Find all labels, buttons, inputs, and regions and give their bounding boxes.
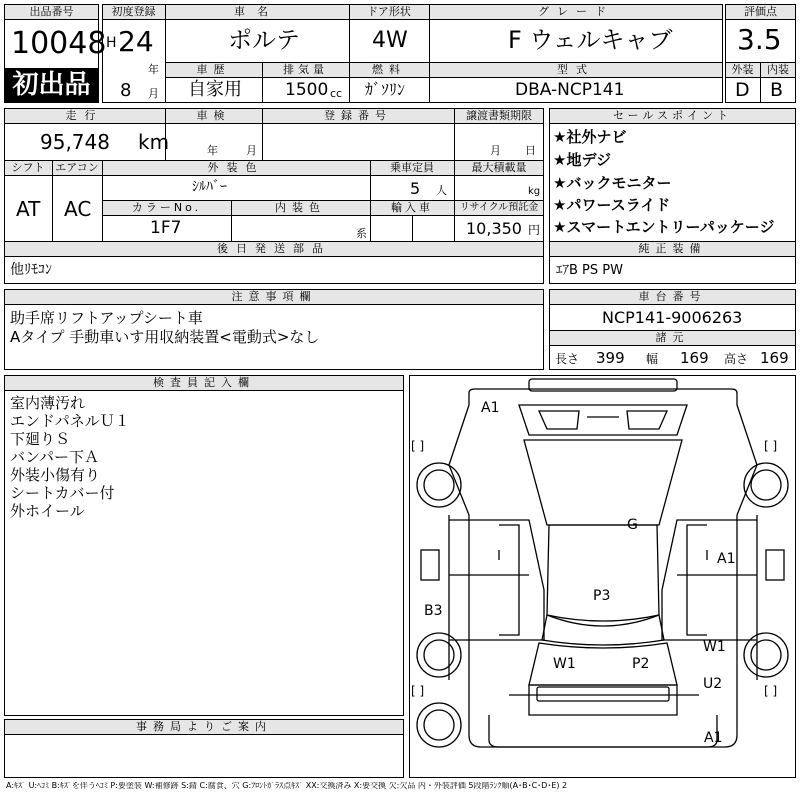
lot-number-label: 出品番号 [5,5,98,20]
damage-mark: W1 [553,656,576,672]
length-label: 長さ [555,352,580,366]
later-parts-label: 後日発送部品 [217,242,331,255]
damage-mark: A1 [481,400,500,416]
car-diagram [409,375,796,778]
color-label: 外装色 [207,161,265,174]
note-line: Aタイプ 手動車いす用収納装置<電動式>なし [10,328,320,346]
displacement-unit: cc [330,87,343,100]
inspector-line: 外ホイール [10,502,85,520]
sales-point: ★スマートエントリーパッケージ [553,218,775,236]
note-line: 助手席リフトアップシート車 [10,309,203,327]
first-reg-label: 初度登録 [111,5,156,18]
inspector-label: 検査員記入欄 [153,376,255,389]
sales-point: ★社外ナビ [553,128,627,146]
int-color-label: 内装色 [275,201,326,214]
inspector-line: 外装小傷有り [10,466,101,484]
first-reg-year: 24 [118,25,154,58]
legend: A:ｷｽﾞ U:ﾍｺﾐ B:ｷｽﾞを伴うﾍｺﾐ P:要塗装 W:補修跡 S:錆 C:腐食、穴 G:ﾌﾛﾝﾄｶﾞﾗｽ点ｷｽﾞ XX:交換済み X:要交換 欠:欠品 内・外装評価 5段階ﾗﾝｸ順(A･B･C･D･E) 2 [6,782,568,790]
dims-label: 諸元 [655,331,690,344]
recycle-fee: 10,350 [466,219,522,238]
capacity: 5 [410,179,421,198]
bracket-mark: [ ] [411,439,425,453]
fuel: ｶﾞｿﾘﾝ [365,80,406,99]
sales-point: ★パワースライド [553,196,671,214]
score: 3.5 [737,23,782,56]
int-color-unit: 系 [356,227,367,240]
recycle-label: リサイクル預託金 [459,202,539,213]
damage-mark: A1 [717,551,736,567]
inspector-line: 室内薄汚れ [10,394,86,412]
history-label: 車歴 [196,63,231,76]
inspector-line: バンパー下Ａ [10,448,99,466]
inspector-line: 下廻りＳ [10,430,71,448]
damage-mark: G [627,517,638,533]
car-name-label: 車名 [234,5,280,18]
aircon: AC [64,197,92,221]
score-label: 評価点 [744,5,777,18]
transfer-day-unit: 日 [525,144,536,157]
lot-number-box [4,4,107,103]
height: 169 [760,349,789,367]
width-label: 幅 [646,352,659,366]
damage-mark: B3 [424,603,443,619]
mileage-label: 走行 [65,109,104,122]
sales-point: ★地デジ [553,151,612,169]
recycle-unit: 円 [528,223,541,237]
chassis-label: 車台番号 [638,290,707,303]
inspector-line: エンドパネルＵ１ [10,412,130,430]
max-load-label: 最大積載量 [471,161,527,174]
fuel-label: 燃料 [372,63,406,76]
bracket-mark: [ ] [764,439,778,453]
office-label: 事務局よりご案内 [136,720,272,733]
inspector-line: シートカバー付 [10,484,115,502]
grade: F ウェルキャブ [508,26,673,54]
inspection-month-unit: 月 [246,144,257,157]
model: DBA-NCP141 [515,80,625,100]
width: 169 [680,349,709,367]
car-name: ポルテ [228,26,300,54]
model-label: 型式 [557,63,595,76]
sales-points-label: セールスポイント [612,109,732,122]
shift-label: シフト [11,161,45,174]
damage-mark: W1 [703,639,726,655]
reg-no-label: 登録番号 [324,109,392,122]
inspection-year-unit: 年 [207,144,218,157]
history: 自家用 [188,79,242,100]
equipment-label: 純正装備 [638,242,707,255]
max-load-unit: kg [528,186,541,197]
import-label: 輸入車 [391,201,433,214]
displacement: 1500 [285,80,329,100]
chassis-number: NCP141-9006263 [602,308,743,327]
exterior-label: 外装 [731,63,754,76]
aircon-label: エアコン [55,161,99,174]
capacity-unit: 人 [436,184,447,197]
first-reg-month: 8 [120,80,132,101]
damage-mark: P2 [632,656,650,672]
exterior-score: D [735,79,750,101]
shift: AT [16,197,41,221]
notes-label: 注意事項欄 [231,290,317,303]
bracket-mark: [ ] [764,684,778,698]
later-parts: 他ﾘﾓｺﾝ [10,262,52,278]
inspection-label: 車検 [196,109,231,122]
door-type: 4W [372,28,408,53]
mileage-unit: km [138,130,170,154]
bracket-mark: [ ] [411,684,425,698]
door-label: ドア形状 [367,5,411,18]
height-label: 高さ [724,352,749,366]
interior-score: B [770,79,784,101]
displacement-label: 排気量 [283,63,328,76]
mileage: 95,748 [40,130,110,154]
length: 399 [596,349,625,367]
year-unit: 年 [148,63,159,76]
damage-mark: A1 [704,730,723,746]
damage-mark: U2 [703,676,723,692]
transfer-month-unit: 月 [490,144,501,157]
transfer-label: 譲渡書類期限 [466,109,532,122]
equipment: ｴｱB PS PW [556,263,623,278]
exterior-color: ｼﾙﾊﾞｰ [192,179,227,195]
capacity-label: 乗車定員 [390,161,434,174]
era: H [106,35,117,51]
lot-number: 10048 [11,26,107,61]
month-unit: 月 [148,87,159,100]
interior-label: 内装 [767,63,789,76]
color-no-label: カラーNo. [131,201,202,214]
damage-mark: P3 [593,588,611,604]
sales-point: ★バックモニター [553,174,672,192]
first-listing-badge: 初出品 [5,68,98,102]
grade-label: グレード [538,5,614,18]
color-no: 1F7 [150,218,182,238]
